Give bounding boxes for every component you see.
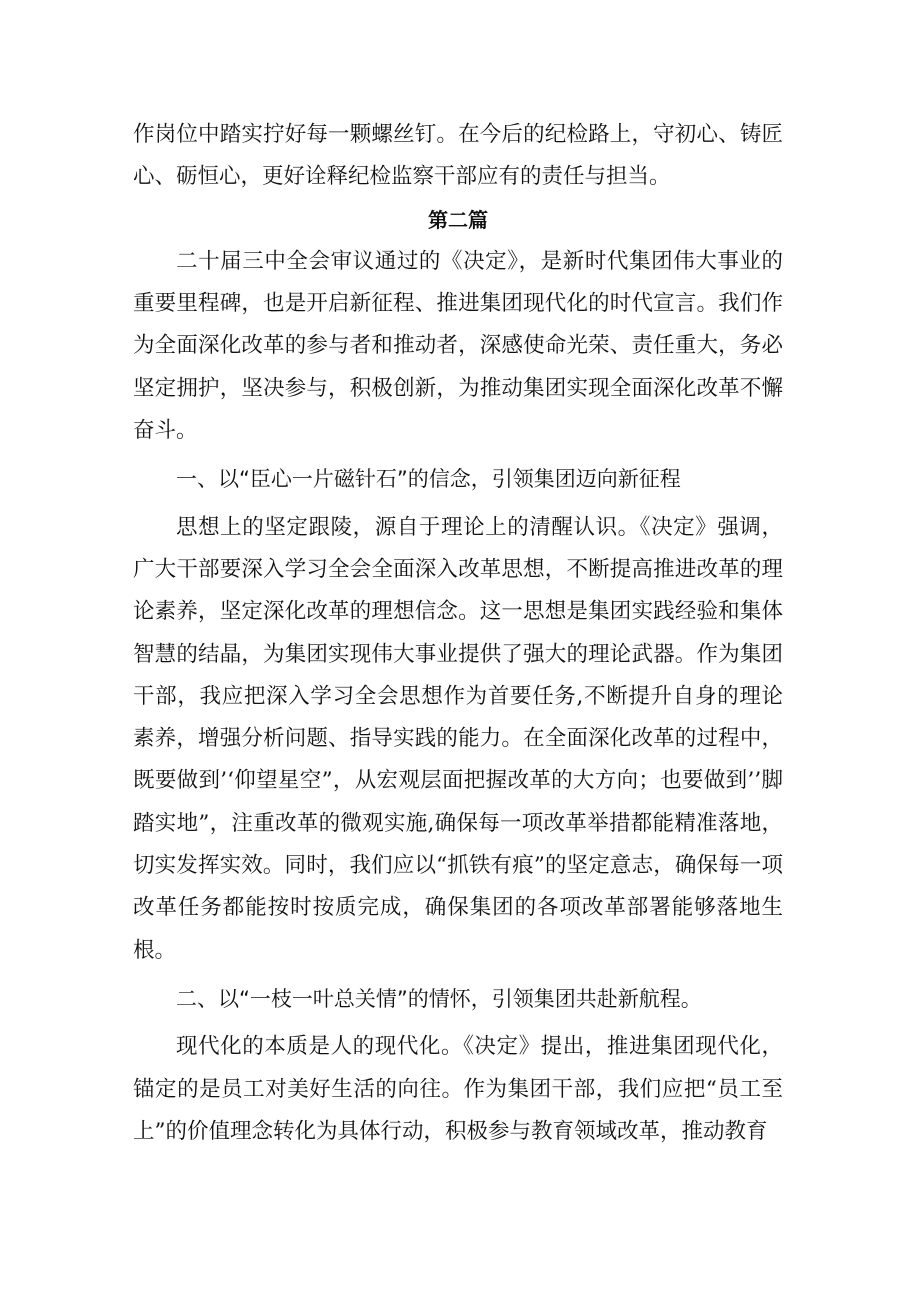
body-paragraph-2: 思想上的坚定跟陵，源自于理论上的清醒认识。《决定》强调，广大干部要深入学习全会全面深入改革思想，不断提高推进改革的理论素养，坚定深化改革的理想信念。这一思想是集团实践经验和集体智慧的结晶，为集团实现伟大事业提供了强大的理论武器。作为集团干部，我应把深入学习全会思想作为首要任务,不断提升自身的理论素养，增强分析问题、指导实践的能力。在全面深化改革的过程中，既要做到’‘仰望星空”，从宏观层面把握改革的大方向；也要做到’’脚踏实地”，注重改革的微观实施,确保每一项改革举措都能精准落地，切实发挥实效。同时，我们应以“抓铁有痕”的坚定意志，确保每一项改革任务都能按时按质完成，确保集团的各项改革部署能够落地生根。 — [133, 514, 783, 963]
body-paragraph-1: 二十届三中全会审议通过的《决定》，是新时代集团伟大事业的重要里程碑，也是开启新征程、推进集团现代化的时代宣言。我们作为全面深化改革的参与者和推动者，深感使命光荣、责任重大，务必坚定拥护，坚决参与，积极创新，为推动集团实现全面深化改革不懈奋斗。 — [133, 248, 783, 444]
intro-paragraph: 作岗位中踏实拧好每一颗螺丝钉。在今后的纪检路上，守初心、铸匠心、砺恒心，更好诠释纪检监察干部应有的责任与担当。 — [133, 122, 783, 190]
document-body — [133, 114, 783, 1153]
body-paragraph-3: 现代化的本质是人的现代化。《决定》提出，推进集团现代化，锚定的是员工对美好生活的向往。作为集团干部，我们应把“员工至上”的价值理念转化为具体行动，积极参与教育领域改革，推动教育 — [133, 1034, 783, 1144]
heading-2: 二、以“一枝一叶总关情”的情怀，引领集团共赴新航程。 — [176, 986, 702, 1011]
section-title: 第二篇 — [428, 207, 488, 232]
heading-1: 一、以“臣心一片磁针石”的信念，引领集团迈向新征程 — [176, 467, 681, 492]
